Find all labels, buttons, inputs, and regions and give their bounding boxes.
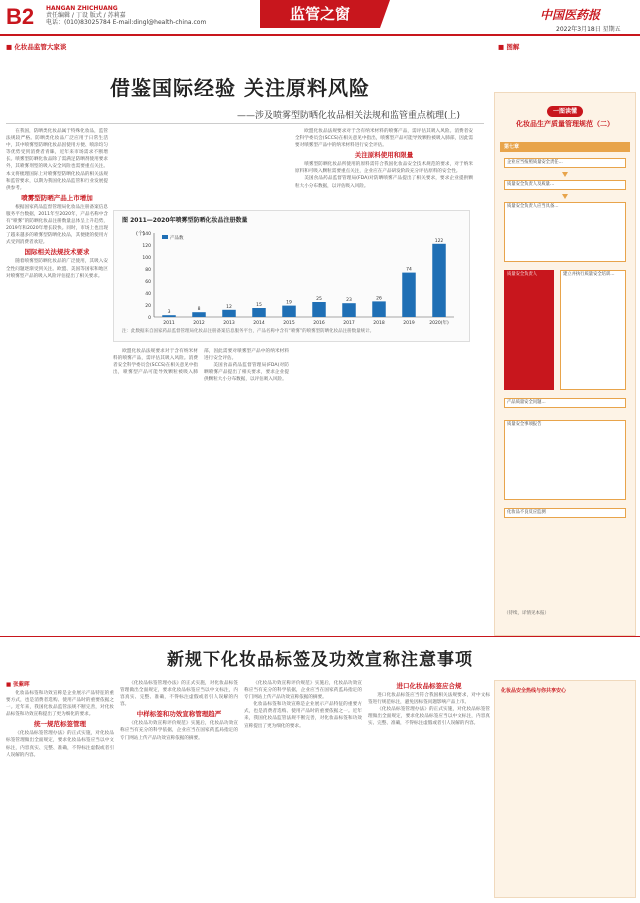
y-tick-label: 140 bbox=[142, 232, 151, 237]
article-column-3: 欧盟化妆品法规要求对于含有纳米材料的喷雾产品，需评估其吸入风险。消费者安全科学委员会(SCCS)在相关意见中指出，喷雾型产品可能导致颗粒被吸入肺部，因此需要对喷雾型产品中的纳米材料进行安全评估。 关注原料使用和限量 喷雾型防晒化妆品所使用的原料需符合我国化妆品安全技术规范的要求，对于纳米原料和可吸入颗粒需要重点关注，企业应在产品研发阶段充分评估原料的安全性。 美国食品药品监督管理局(FDA)对防晒喷雾产品提出了相关要求，要求企业提供颗粒大小分布数据，以评估吸入风险。 bbox=[295, 129, 473, 189]
lower-column-1: 化妆品标签和功效宣称是企业展示产品特征的重要方式，也是消费者选购、使用产品时的重要依据之一。近年来，我国化妆品监管法规不断完善，对化妆品标签和功效宣称提出了更为细化的要求。 统一规范标签管理 《化妆品标签管理办法》的正式实施，对化妆品标签管理做出全面规定，要求化妆品标签应当以中文标注，内容真实、完整、准确，不得标注虚假或者引人误解的内容。 bbox=[6, 691, 114, 758]
chapter-label: 第七章 bbox=[500, 142, 630, 152]
infographic-title: 一图读懂 化妆品生产质量管理规范（二） bbox=[516, 108, 614, 128]
subhead-2: 国际相关法规技术要求 bbox=[24, 248, 90, 257]
chart-title: 图 2011—2020年喷雾型防晒化妆品注册数量 bbox=[122, 217, 248, 224]
x-tick-label: 2019 bbox=[403, 321, 415, 326]
arrow-icon bbox=[562, 194, 568, 199]
data-label: 8 bbox=[197, 307, 201, 313]
main-headline: 借鉴国际经验 关注原料风险 bbox=[110, 76, 370, 100]
flow-step-4: 建立并执行质量安全培训… bbox=[560, 270, 626, 390]
sidebar-footer: （待续，详情见本报） bbox=[504, 611, 549, 616]
flowchart bbox=[494, 150, 636, 630]
arrow-icon bbox=[562, 172, 568, 177]
flow-step-3: 质量安全负责人应当具备… bbox=[504, 202, 626, 262]
x-tick-label: 2012 bbox=[193, 321, 205, 326]
lower-column-4: 进口化妆品标签应合规 进口化妆品标签应当符合我国相关法规要求，对中文标签进行规范标注，避免因标签问题影响产品上市。 《化妆品标签管理办法》的正式实施，对化妆品标签管理做出全面规定，要求化妆品标签应当以中文标注，内容真实、完整、准确，不得标注虚假或者引人误解的内容。 bbox=[368, 682, 490, 727]
subhead-3: 关注原料使用和限量 bbox=[354, 151, 414, 160]
page-code: B2 bbox=[6, 4, 35, 29]
y-tick-label: 60 bbox=[145, 280, 151, 285]
y-tick-label: 40 bbox=[145, 292, 151, 297]
x-tick-label: 2013 bbox=[223, 321, 235, 326]
lower-headline: 新规下化妆品标签及功效宣称注意事项 bbox=[167, 650, 473, 670]
x-tick-label: 2020(年) bbox=[429, 321, 449, 326]
x-tick-label: 2014 bbox=[253, 321, 265, 326]
flow-box-red: 质量安全负责人 bbox=[504, 270, 554, 390]
lower-subhead-1: 统一规范标签管理 bbox=[34, 720, 86, 729]
sub-headline: ——涉及喷雾型防晒化妆品相关法规和监管重点梳理(上) bbox=[236, 111, 460, 121]
editor-info: HANGAN ZHICHUANG 责任编辑 / 丁设 版式 / 苏莉嘉 电话：(010)83025784 E-mail:dingl@health-china.com bbox=[46, 5, 207, 26]
column-label: ■ 化妆品监管大家谈 bbox=[6, 42, 66, 51]
sidebar-tag: ■ 图解 bbox=[498, 42, 519, 51]
lower-sidebar: 化妆品安全热线与你共享安心 bbox=[494, 680, 636, 898]
header-rule bbox=[0, 34, 640, 36]
chart-bar bbox=[252, 308, 266, 317]
article-column-1: 在我国，防晒类化妆品属于特殊化妆品，监管法规较严格。防晒类化妆品广泛应用于日常生活中，其中喷雾型防晒化妆品因使用方便、喷涂均匀等优势受到消费者青睐，近年来市场需求不断增长。喷雾型防晒化妆品除了需满足防晒剂使用要求外，其喷雾剂型的吸入安全风险也需要重点关注。本文将梳理国际上对喷雾型防晒化妆品的相关法规和监管要求，以期为我国化妆品监管和行业发展提供参考。 喷雾型防晒产品上市增加 根据国家药品监督管理局化妆品注册备案信息服务平台数据，2011年至2020年，产品名称中含有“喷雾”的防晒化妆品注册数量总体呈上升趋势，2019年和2020年增长较快。同时，市场上也出现了越来越多的喷雾型防晒化妆品，其便捷的使用方式受到消费者欢迎。 国际相关法规技术要求 随着喷雾型防晒化妆品的广泛使用，其吸入安全性问题逐渐受到关注。欧盟、美国等国家和地区对喷雾型产品的吸入风险评估提出了相关要求。 bbox=[6, 129, 108, 279]
issue-date: 2022年3月18日 星期五 bbox=[556, 26, 621, 33]
flow-step-1: 企业应当按照质量安全责任… bbox=[504, 158, 626, 168]
data-label: 3 bbox=[167, 310, 171, 316]
chart-bar bbox=[222, 310, 236, 317]
chart-bar bbox=[282, 306, 296, 317]
x-tick-label: 2011 bbox=[163, 321, 175, 326]
data-label: 12 bbox=[226, 304, 232, 310]
x-tick-label: 2015 bbox=[283, 321, 295, 326]
chart-bar bbox=[162, 315, 176, 317]
article-column-2: 欧盟化妆品法规要求对于含有纳米材料的喷雾产品，需评估其吸入风险。消费者安全科学委员会(SCCS)在相关意见中指出，喷雾型产品可能导致颗粒被吸入肺部，因此需要对喷雾型产品中的纳米材料进行安全评估。 美国食品药品监督管理局(FDA)对防晒喷雾产品提出了相关要求，要求企业提供颗粒大小分布数据，以评估吸入风险。 bbox=[113, 349, 289, 383]
data-label: 26 bbox=[376, 296, 382, 302]
x-tick-label: 2018 bbox=[373, 321, 385, 326]
lower-column-3: 《化妆品功效宣称评价规范》实施后，化妆品功效宣称应当有充分的科学依据，企业应当在国家药监局指定的专门网站上传产品功效宣称依据的摘要。 化妆品标签和功效宣称是企业展示产品特征的重要方式，也是消费者选购、使用产品时的重要依据之一。近年来，我国化妆品监管法规不断完善，对化妆品标签和功效宣称提出了更为细化的要求。 bbox=[244, 681, 362, 729]
x-tick-label: 2017 bbox=[343, 321, 355, 326]
legend-swatch bbox=[162, 235, 168, 239]
chart-note: 注：此数据来自国家药品监督管理局化妆品注册备案信息服务平台，产品名称中含有“喷雾”的喷雾型防晒化妆品注册数量统计。 bbox=[122, 329, 375, 334]
data-label: 19 bbox=[286, 300, 292, 306]
data-label: 122 bbox=[434, 238, 444, 244]
byline: ■ 张紫晖 bbox=[6, 680, 30, 688]
y-tick-label: 120 bbox=[142, 244, 151, 249]
lower-column-2: 《化妆品标签管理办法》的正式实施，对化妆品标签管理做出全面规定，要求化妆品标签应当以中文标注，内容真实、完整、准确，不得标注虚假或者引人误解的内容。 中样标签和功效宣称管理趋严 《化妆品功效宣称评价规范》实施后，化妆品功效宣称应当有充分的科学依据，企业应当在国家药监局指定的专门网站上传产品功效宣称依据的摘要。 bbox=[120, 681, 238, 741]
flow-step-6: 质量安全事项报告 bbox=[504, 420, 626, 500]
subhead-1: 喷雾型防晒产品上市增加 bbox=[21, 193, 93, 202]
y-tick-label: 80 bbox=[145, 268, 151, 273]
paper-name: 中国医药报 bbox=[540, 8, 601, 22]
divider bbox=[6, 123, 484, 124]
flow-step-5: 产品质量安全问题… bbox=[504, 398, 626, 408]
y-axis-label: (个) bbox=[136, 231, 145, 237]
legend-label: 产品数 bbox=[170, 236, 184, 241]
y-tick-label: 100 bbox=[142, 256, 151, 261]
section-rule bbox=[0, 636, 640, 637]
data-label: 74 bbox=[406, 267, 412, 273]
data-label: 25 bbox=[316, 297, 322, 302]
x-tick-label: 2016 bbox=[313, 321, 325, 326]
flow-step-7: 化妆品不良反应监测 bbox=[504, 508, 626, 518]
data-label: 15 bbox=[256, 303, 262, 308]
chart-bar bbox=[192, 312, 206, 317]
flow-step-2: 质量安全负责人及质量… bbox=[504, 180, 626, 190]
y-tick-label: 20 bbox=[145, 304, 151, 309]
y-tick-label: 0 bbox=[148, 316, 151, 321]
lower-subhead-2: 中样标签和功效宣称管理趋严 bbox=[136, 710, 222, 719]
section-banner: 监管之窗 bbox=[260, 0, 380, 28]
data-label: 23 bbox=[346, 298, 352, 304]
lower-subhead-3: 进口化妆品标签应合规 bbox=[396, 682, 462, 690]
